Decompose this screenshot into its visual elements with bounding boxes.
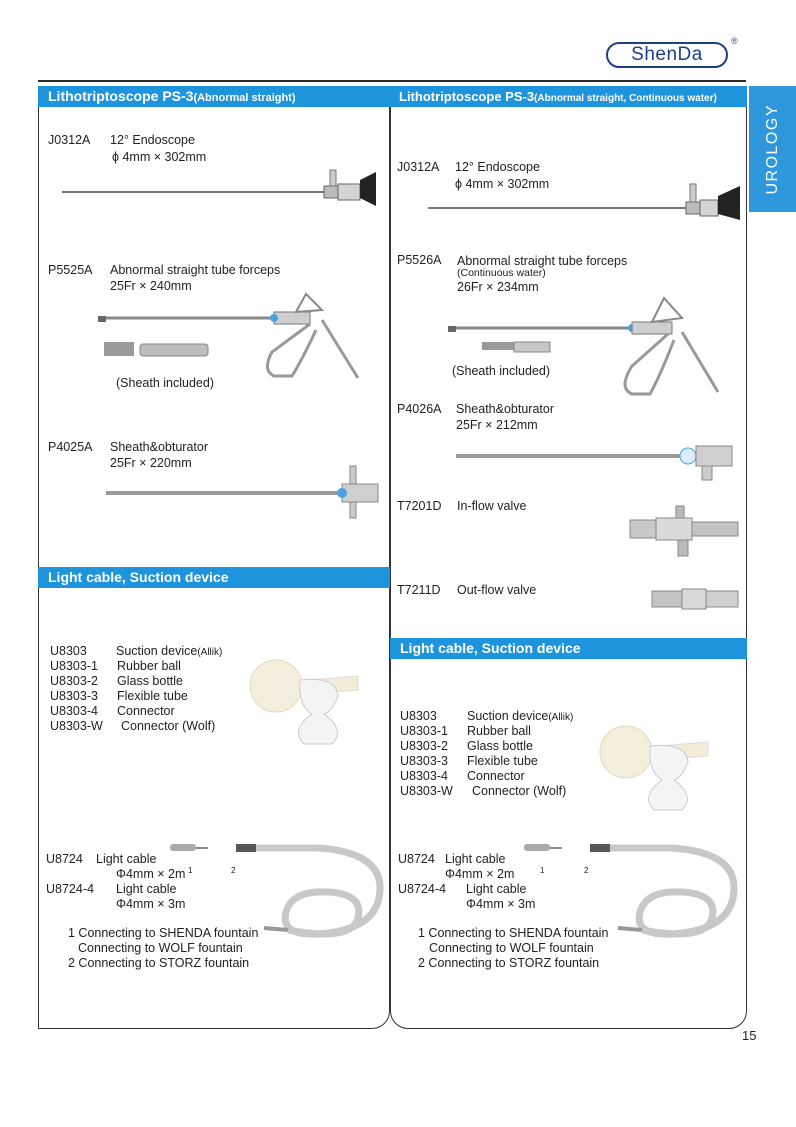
product-name: In-flow valve <box>457 499 527 513</box>
cable-label: Light cable <box>116 882 177 896</box>
sheath-note: (Sheath included) <box>452 364 550 378</box>
suction-device-illustration <box>596 722 716 814</box>
section-title-text: Lithotriptoscope PS-3 <box>48 88 194 104</box>
cable-size: Φ4mm × 3m <box>466 897 536 911</box>
cable-marker: 1 <box>188 866 193 875</box>
endoscope-illustration <box>62 166 382 208</box>
suction-label-suffix: (Allik) <box>197 647 223 658</box>
product-name: Abnormal straight tube forceps <box>110 263 281 277</box>
suction-code: U8303-1 <box>50 659 98 673</box>
product-code: P5525A <box>48 263 93 277</box>
cable-size: Φ4mm × 2m <box>445 867 515 881</box>
suction-label: Rubber ball <box>467 724 531 738</box>
light-cable-illustration <box>522 838 742 948</box>
sheath-obturator-illustration <box>456 434 741 484</box>
suction-code: U8303 <box>400 709 437 723</box>
connection-note: 2 Connecting to STORZ fountain <box>68 956 250 970</box>
product-name: 12° Endoscope <box>455 160 540 174</box>
section-title-text: Lithotriptoscope PS-3 <box>399 89 535 104</box>
suction-label-suffix: (Allik) <box>548 712 574 723</box>
product-code: P4026A <box>397 402 442 416</box>
endoscope-illustration <box>428 180 743 220</box>
section-title-right-light-cable: Light cable, Suction device <box>390 638 747 659</box>
suction-label: Glass bottle <box>117 674 184 688</box>
connection-note: 1 Connecting to SHENDA fountain <box>418 926 609 940</box>
section-subtitle: (Abnormal straight, Continuous water) <box>534 93 717 104</box>
registered-mark: ® <box>731 36 738 46</box>
cable-label: Light cable <box>445 852 506 866</box>
sheath-obturator-illustration <box>106 458 382 522</box>
section-title-left-lithotriptoscope <box>38 86 390 107</box>
suction-label: Connector <box>467 769 525 783</box>
forceps-illustration <box>446 292 746 402</box>
in-flow-valve-illustration <box>628 504 743 558</box>
cable-code: U8724 <box>398 852 435 866</box>
product-size: 25Fr × 220mm <box>110 456 192 470</box>
cable-marker: 2 <box>231 866 236 875</box>
suction-code: U8303-1 <box>400 724 448 738</box>
suction-code: U8303-3 <box>400 754 448 768</box>
product-size: ϕ 4mm × 302mm <box>112 150 207 164</box>
product-note: (Continuous water) <box>457 267 546 279</box>
cable-marker: 2 <box>584 866 589 875</box>
product-size: 26Fr × 234mm <box>457 280 539 294</box>
suction-label: Flexible tube <box>117 689 188 703</box>
product-name: Sheath&obturator <box>110 440 208 454</box>
connection-note: Connecting to WOLF fountain <box>429 941 594 955</box>
product-size: ϕ 4mm × 302mm <box>455 177 550 191</box>
suction-code: U8303-4 <box>400 769 448 783</box>
suction-label <box>116 644 222 660</box>
suction-label: Flexible tube <box>467 754 538 768</box>
cable-label: Light cable <box>466 882 527 896</box>
suction-label: Rubber ball <box>117 659 181 673</box>
cable-size: Φ4mm × 3m <box>116 897 186 911</box>
suction-code: U8303-2 <box>50 674 98 688</box>
product-size: 25Fr × 212mm <box>456 418 538 432</box>
logo-text: ShenDa <box>631 44 703 65</box>
light-cable-illustration <box>168 838 388 948</box>
suction-code: U8303 <box>50 644 87 658</box>
cable-marker: 1 <box>540 866 545 875</box>
header-rule <box>38 80 746 82</box>
suction-label-text: Suction device <box>467 709 549 723</box>
suction-code: U8303-3 <box>50 689 98 703</box>
shenda-logo <box>606 42 728 68</box>
product-name: Out-flow valve <box>457 583 537 597</box>
suction-code: U8303-2 <box>400 739 448 753</box>
product-code: T7201D <box>397 499 442 513</box>
product-code: P5526A <box>397 253 442 267</box>
cable-size: Φ4mm × 2m <box>116 867 186 881</box>
section-title-right-lithotriptoscope <box>390 86 747 107</box>
sheath-note: (Sheath included) <box>116 376 214 390</box>
section-title-left-light-cable: Light cable, Suction device <box>38 567 390 588</box>
connection-note: Connecting to WOLF fountain <box>78 941 243 955</box>
suction-label: Glass bottle <box>467 739 534 753</box>
suction-label-text: Suction device <box>116 644 198 658</box>
connection-note: 1 Connecting to SHENDA fountain <box>68 926 259 940</box>
suction-code: U8303-W <box>50 719 103 733</box>
out-flow-valve-illustration <box>650 585 742 613</box>
cable-code: U8724-4 <box>398 882 446 896</box>
product-code: T7211D <box>397 583 441 597</box>
connection-note: 2 Connecting to STORZ fountain <box>418 956 600 970</box>
product-size: 25Fr × 240mm <box>110 279 192 293</box>
suction-code: U8303-W <box>400 784 453 798</box>
product-code: P4025A <box>48 440 93 454</box>
suction-label: Connector (Wolf) <box>472 784 567 798</box>
product-name: 12° Endoscope <box>110 133 195 147</box>
page-number: 15 <box>742 1028 757 1043</box>
side-tab-urology <box>749 86 796 212</box>
suction-device-illustration <box>246 656 366 748</box>
side-tab-label: UROLOGY <box>763 103 781 195</box>
product-code: J0312A <box>397 160 440 174</box>
product-name: Sheath&obturator <box>456 402 554 416</box>
suction-code: U8303-4 <box>50 704 98 718</box>
cable-code: U8724-4 <box>46 882 94 896</box>
suction-label: Connector <box>117 704 175 718</box>
cable-label: Light cable <box>96 852 157 866</box>
suction-label: Connector (Wolf) <box>121 719 216 733</box>
section-subtitle: (Abnormal straight) <box>193 92 296 104</box>
forceps-illustration <box>96 290 366 385</box>
product-name: Abnormal straight tube forceps <box>457 254 628 268</box>
suction-label <box>467 709 573 725</box>
product-code: J0312A <box>48 133 91 147</box>
cable-code: U8724 <box>46 852 83 866</box>
